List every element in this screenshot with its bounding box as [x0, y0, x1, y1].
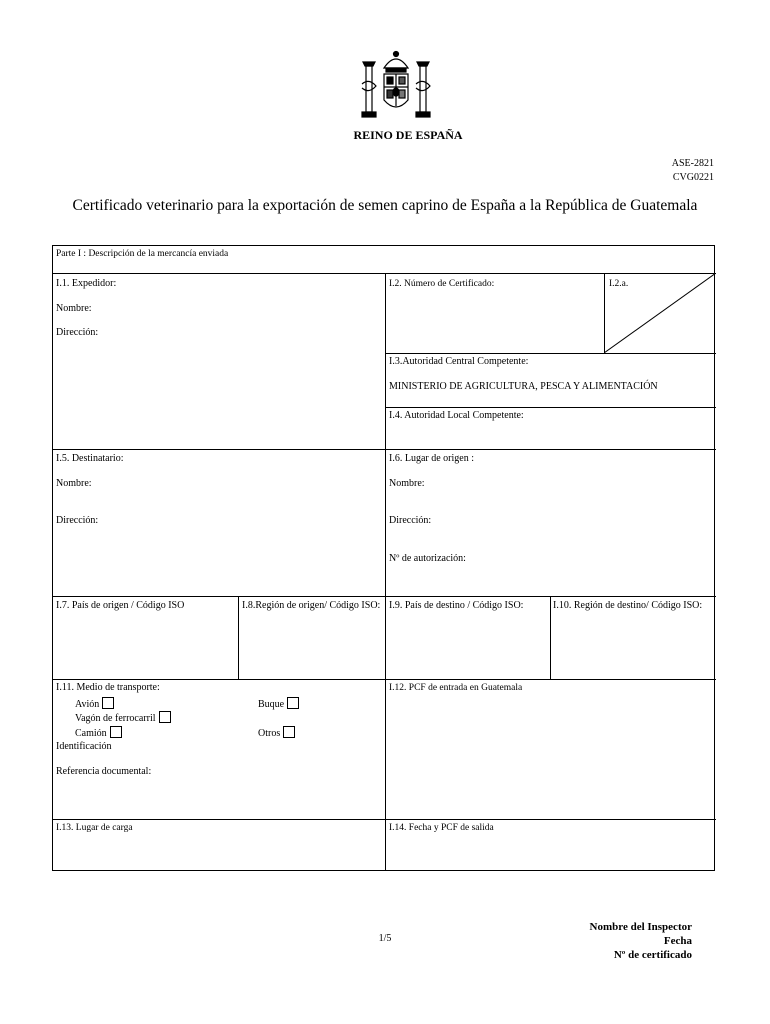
otros-checkbox[interactable] [283, 726, 295, 738]
option-vagon [75, 711, 171, 725]
country-name: REINO DE ESPAÑA [353, 128, 463, 142]
i8-label: I.8.Región de origen/ Código ISO: [242, 600, 381, 611]
i11-reference-label: Referencia documental: [56, 766, 152, 777]
i12-label: I.12. PCF de entrada en Guatemala [389, 683, 523, 693]
part-1-title: Parte I : Descripción de la mercancía enviada [56, 249, 229, 259]
i6-label: I.6. Lugar de origen : [389, 453, 474, 464]
date-label: Fecha [663, 935, 692, 947]
avion-checkbox[interactable] [102, 697, 114, 709]
i1-label: I.1. Expedidor: [56, 278, 117, 289]
i11-identification-label: Identificación [56, 741, 112, 752]
reference-code-1: ASE-2821 [671, 158, 714, 169]
avion-label: Avión [75, 699, 100, 710]
buque-label: Buque [258, 699, 285, 710]
reference-code-2: CVG0221 [672, 172, 714, 183]
camion-label: Camión [75, 728, 107, 739]
option-avion [75, 697, 114, 711]
certificate-form [52, 245, 715, 871]
i2-label: I.2. Número de Certificado: [389, 279, 495, 289]
i3-value: MINISTERIO DE AGRICULTURA, PESCA Y ALIMENTACIÓN [389, 381, 658, 392]
i6-name-label: Nombre: [389, 478, 425, 489]
coat-of-arms-icon [358, 48, 434, 130]
document-title: Certificado veterinario para la exportación de semen caprino de España a la República de Guatemala [72, 197, 698, 214]
i3-label: I.3.Autoridad Central Competente: [389, 356, 529, 367]
otros-label: Otros [258, 728, 281, 739]
i5-name-label: Nombre: [56, 478, 92, 489]
i10-label: I.10. Región de destino/ Código ISO: [553, 600, 703, 611]
i1-address-label: Dirección: [56, 327, 99, 338]
option-buque [258, 697, 299, 711]
i2a-label: I.2.a. [609, 279, 629, 289]
i9-label: I.9. País de destino / Código ISO: [389, 600, 524, 611]
i1-name-label: Nombre: [56, 303, 92, 314]
i4-label: I.4. Autoridad Local Competente: [389, 410, 524, 421]
option-otros [258, 726, 295, 740]
i11-label: I.11. Medio de transporte: [56, 682, 160, 693]
page-number: 1/5 [378, 933, 392, 944]
i7-label: I.7. País de origen / Código ISO [56, 600, 185, 611]
i5-address-label: Dirección: [56, 515, 99, 526]
certificate-number-label: Nº de certificado [613, 949, 692, 961]
inspector-block [590, 920, 692, 962]
i13-label: I.13. Lugar de carga [56, 823, 133, 833]
camion-checkbox[interactable] [110, 726, 122, 738]
i5-label: I.5. Destinatario: [56, 453, 124, 464]
inspector-name-label: Nombre del Inspector [589, 921, 692, 933]
i6-address-label: Dirección: [389, 515, 432, 526]
i14-label: I.14. Fecha y PCF de salida [389, 823, 494, 833]
buque-checkbox[interactable] [287, 697, 299, 709]
vagon-label: Vagón de ferrocarril [75, 713, 156, 724]
option-camion [75, 726, 122, 740]
vagon-checkbox[interactable] [159, 711, 171, 723]
i6-authorization-label: Nº de autorización: [389, 553, 466, 564]
